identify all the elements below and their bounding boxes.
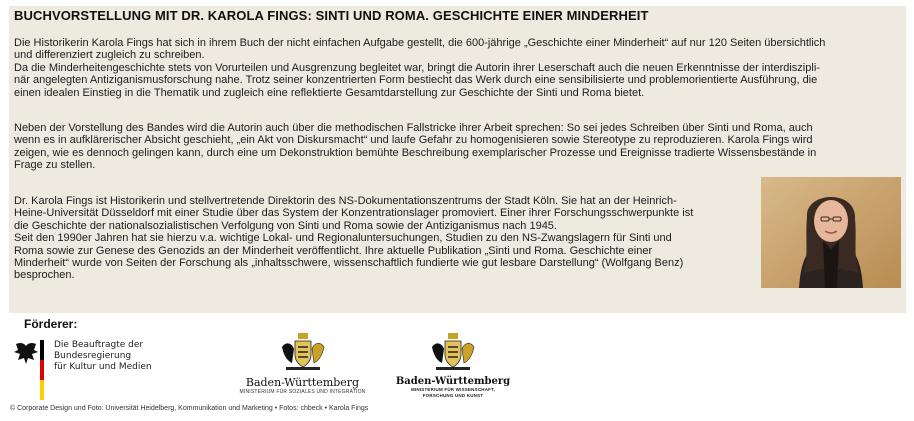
author-portrait-photo — [761, 177, 901, 288]
text-line: Roma sowie zur Genese des Genozids an der Minderheit veröffentlicht. Ihre aktuelle Publikation „Sinti und Roma. Geschichte einer — [14, 244, 653, 257]
text-line: und differenziert zugleich zu schreiben. — [14, 49, 205, 62]
bw-name: Baden-Württemberg — [395, 376, 511, 387]
bw-name: Baden-Württemberg — [245, 376, 360, 389]
bw-science-ministry-logo — [393, 333, 513, 403]
baden-wuerttemberg-coat-of-arms-icon — [278, 333, 328, 371]
bw-ministry: MINISTERIUM FÜR WISSENSCHAFT, — [410, 387, 496, 392]
text-line: zeigen, wie es dennoch gelingen kann, durch eine um Dekonstruktion bemühte Beschreibung exemplarischer Prozesse und Ereignisse tradierte Wissensbestände in — [14, 146, 817, 159]
bkm-line: für Kultur und Medien — [54, 362, 152, 372]
text-line: Da die Minderheitengeschichte stets von Vorurteilen und Ausgrenzung begleitet war, bringt die Autorin ihrer Leserschaft auch die neuen Erkenntnisse der interdiszipli- — [14, 61, 820, 74]
text-line: Dr. Karola Fings ist Historikerin und stellvertretende Direktorin des NS-Dokumentationszentrums der Stadt Köln. Sie hat an der Heinrich- — [14, 195, 677, 207]
paragraph-method — [14, 122, 884, 172]
text-line: Minderheit“ wurde von Seiten der Forschung als „inhaltsschwere, wissenschaftlich fundierte wie gut lesbare Darstellung“ (Wolfgang Benz) — [14, 257, 684, 270]
text-line: Neben der Vorstellung des Bandes wird die Autorin auch über die methodischen Fallstricke ihrer Arbeit sprechen: So sei jedes Schreiben über Sinti und Roma, auch — [14, 122, 813, 134]
text-line: när angelegten Antiziganismusforschung nahe. Trotz seiner konzentrierten Form bestiecht das Werk durch eine sensibilisierte und problemorientierte Ausführung, die — [14, 74, 818, 87]
paragraph-author-bio — [14, 195, 751, 282]
text-line: Frage zu stellen. — [14, 159, 96, 172]
text-line: wenn es in aufklärerischer Absicht geschieht, „ein Akt von Diskursmacht“ und laufe Gefahr zu homogenisieren sowie Stereotype zu reproduzieren. Karola Fings wird — [14, 134, 813, 147]
copyright-notice: © Corporate Design und Foto: Universität Heidelberg, Kommunikation und Marketing • Fotos: chbeck • Karola Fings — [10, 405, 369, 412]
text-line: besprochen. — [14, 269, 75, 282]
bkm-line: Die Beauftragte der Bundesregierung — [54, 340, 144, 361]
text-line: Die Historikerin Karola Fings hat sich in ihrem Buch der nicht einfachen Aufgabe gestellt, die 600-jährige „Geschichte einer Minderheit“ auf nur 120 Seiten übersichtlich — [14, 37, 826, 49]
bw-ministry: MINISTERIUM FÜR SOZIALES UND INTEGRATION — [239, 389, 366, 395]
bkm-name — [54, 340, 210, 373]
text-line: Heine-Universität Düsseldorf mit einer Studie über das System der Konzentrationslager promoviert. Einer ihrer Forschungsschwerpunkte ist — [14, 207, 694, 220]
bw-ministry: FORSCHUNG UND KUNST — [422, 393, 484, 398]
bw-social-ministry-logo — [225, 333, 380, 403]
text-line: Seit den 1990er Jahren hat sie hierzu v.a. wichtige Lokal- und Regionaluntersuchungen, Studien zu den NS-Zwangslagern für Sinti und — [14, 232, 672, 245]
sponsors-label: Förderer: — [24, 317, 78, 331]
federal-eagle-icon — [10, 340, 50, 400]
portrait-illustration — [761, 177, 901, 288]
bkm-logo — [10, 340, 210, 400]
text-line: die Geschichte der nationalsozialistischen Verfolgung von Sinti und Roma sowie der Antiziganismus nach 1945. — [14, 219, 557, 232]
text-line: einen idealen Einstieg in die Thematik und zugleich eine reflektierte Gesamtdarstellung zur Geschichte der Sinti und Roma bietet. — [14, 86, 645, 99]
page-title: BUCHVORSTELLUNG MIT DR. KAROLA FINGS: SINTI UND ROMA. GESCHICHTE EINER MINDERHEIT — [14, 8, 649, 23]
paragraph-intro — [14, 37, 884, 99]
baden-wuerttemberg-coat-of-arms-icon — [428, 333, 478, 371]
